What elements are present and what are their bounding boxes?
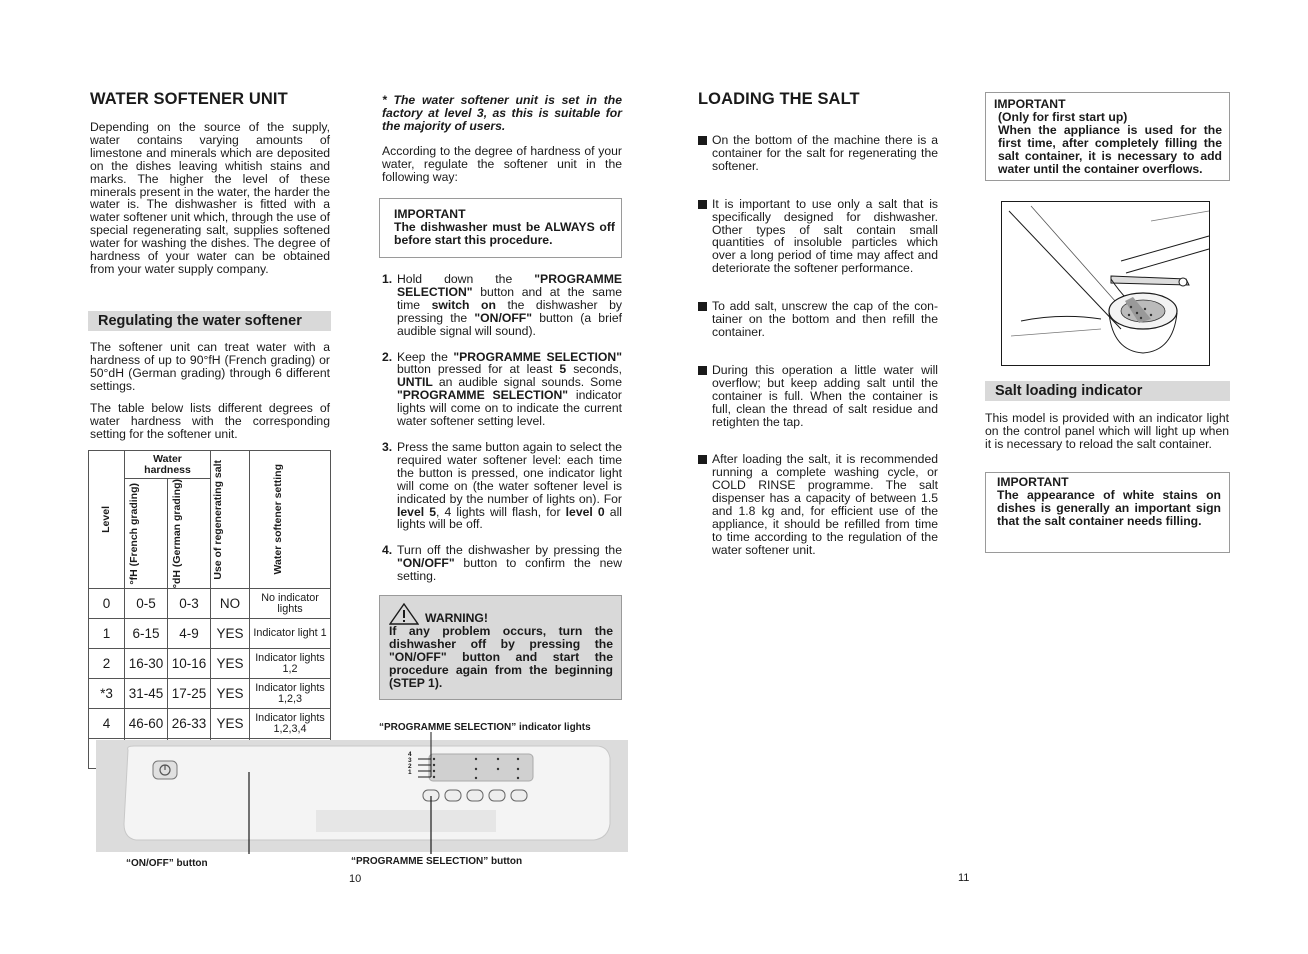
table-row [89,589,331,619]
bullet-item: On the bottom of the machine there is a container for the salt for regenerating the softener. [698,134,938,173]
warning-triangle-icon [389,603,419,625]
table-cell-dh: 0-3 [168,589,211,619]
section-title-water-softener: WATER SOFTENER UNIT [90,90,288,108]
important-heading: IMPORTANT [394,207,466,221]
section-title-loading-salt: LOADING THE SALT [698,90,860,108]
table-cell-setting: Indicator lights 1,2,3,4 [250,709,331,739]
table-row [89,679,331,709]
regulating-paragraph-1: The softener unit can treat water with a hardness of up to 90°fH (French grading) or 50°dH (German grading) through 6 different settings. [90,340,330,393]
factory-setting-note: * The water softener unit is set in the factory at level 3, as this is suitable for the majority of users. [382,93,622,133]
step-item: 3. Press the same button again to select the required water softener level: each time the button is pressed, one indicator light will come on (the water softener level is indicated by the number of lights on). For level 5, 4 lights will flash, for level 0 all lights will be off. [382,439,622,532]
table-row [89,649,331,679]
warning-heading: WARNING! [425,611,488,626]
table-cell-dh: 10-16 [168,649,211,679]
hardness-table [88,450,331,769]
table-cell-salt: YES [211,619,250,649]
table-cell-setting: Indicator lights 1,2 [250,649,331,679]
warning-text: If any problem occurs, turn the dishwasher off by pressing the "ON/OFF" button and start the procedure again from the beginning (STEP 1). [389,624,613,690]
regulating-paragraph-2: The table below lists different degrees of water hardness with the corresponding setting for the softener unit. [90,401,330,441]
step-item: 4. Turn off the dishwasher by pressing the "ON/OFF" button to confirm the new setting. [382,543,622,584]
table-cell-fh: 46-60 [125,709,168,739]
step-item: 2. Keep the "PROGRAMME SELECTION" button pressed for at least 5 seconds, UNTIL an audible signal sounds. Some "PROGRAMME SELECTION" indicator lights will come on to indicate the current water softener setting level. [382,349,622,429]
header-setting: Water softener setting [250,451,331,589]
page-number-left: 10 [349,873,362,885]
table-cell-setting: Indicator light 1 [250,619,331,649]
indicator-light-numbers: 4 3 2 1 [408,751,412,776]
table-row [89,619,331,649]
step-item: 1. Hold down the "PROGRAMME SELECTION" button and at the same time switch on the dishwasher by pressing the "ON/OFF" button (a brief audible signal will sound). [382,272,623,338]
table-cell-fh: 6-15 [125,619,168,649]
table-cell-level: 4 [89,709,125,739]
table-cell-salt: YES [211,649,250,679]
table-cell-level: 0 [89,589,125,619]
bullet-item: It is important to use only a salt that is specifically designed for dishwasher. Other types of salt contain small quantities of insoluble particles which over a long period of time may affect and deteriorate the softener performance. [698,198,938,275]
caption-onoff-button: “ON/OFF” button [126,858,208,869]
table-cell-salt: YES [211,709,250,739]
table-cell-salt: YES [211,679,250,709]
important-heading: IMPORTANT [994,97,1066,111]
procedure-steps [382,273,622,596]
table-cell-fh: 16-30 [125,649,168,679]
important-text: The dishwasher must be ALWAYS off before start this procedure. [394,219,615,247]
table-cell-dh: 4-9 [168,619,211,649]
bullet-item: During this operation a little water will overflow; but keep adding salt until the container is full. When the container is full, clean the thread of salt residue and retighten the tap. [698,364,938,429]
header-water-hardness: Water hardness [125,451,211,479]
table-cell-fh: 0-5 [125,589,168,619]
subheading-regulating: Regulating the water softener [88,311,331,331]
table-cell-salt: NO [211,589,250,619]
table-cell-setting: No indicator lights [250,589,331,619]
important-box-procedure [379,198,622,258]
important-text: The appearance of white stains on dishes is generally an important sign that the salt container needs filling. [997,487,1221,528]
table-cell-setting: Indicator lights 1,2,3 [250,679,331,709]
according-paragraph: According to the degree of hardness of your water, regulate the softener unit in the following way: [382,144,622,184]
caption-programme-button: “PROGRAMME SELECTION” button [351,856,523,867]
table-cell-level: 2 [89,649,125,679]
salt-bullets [698,134,938,557]
table-cell-level: 1 [89,619,125,649]
salt-indicator-paragraph: This model is provided with an indicator light on the control panel which will light up when it is necessary to reload the salt container. [985,411,1229,451]
warning-box [379,595,622,700]
important-subheading: (Only for first start up) [998,109,1128,124]
subheading-salt-indicator: Salt loading indicator [985,381,1230,401]
bullet-item: After loading the salt, it is recommended running a complete washing cycle, or COLD RINSE programme. The salt dispenser has a capacity of between 1.5 and 1.8 kg and, for efficient use of the appliance, it should be refilled from time to time according to the regulation of the water softener unit. [698,453,938,556]
page-number-right: 11 [958,872,970,884]
bullet-item: To add salt, unscrew the cap of the con- tainer on the bottom and then refill the container. [698,300,938,339]
header-level: Level [89,451,125,589]
table-cell-fh: 31-45 [125,679,168,709]
caption-indicator-lights: “PROGRAMME SELECTION” indicator lights [379,722,591,733]
header-french-grading: °fH (French grading) [125,479,168,589]
table-cell-level: *3 [89,679,125,709]
header-salt-use: Use of regenerating salt [211,451,250,589]
salt-funnel-illustration [1001,201,1210,366]
important-box-first-start [985,92,1230,181]
important-box-white-stains [985,472,1230,553]
important-text: When the appliance is used for the first time, after completely filling the salt container, it is necessary to add water until the container overflows. [998,122,1222,176]
table-cell-dh: 26-33 [168,709,211,739]
header-german-grading: °dH (German grading) [168,479,211,589]
table-cell-dh: 17-25 [168,679,211,709]
intro-paragraph: Depending on the source of the supply, water contains varying amounts of limestone and minerals which are deposited on the dishes leaving whitish stains and marks. The higher the level of these minerals present in the water, the harder the water is. The dishwasher is fitted with a water softener unit which, through the use of special regenerating salt, supplies softened water for washing the dishes. The degree of hardness of your water can be obtained from your water supply company. [90,120,330,276]
important-heading: IMPORTANT [997,475,1069,489]
control-panel-illustration [96,732,629,854]
